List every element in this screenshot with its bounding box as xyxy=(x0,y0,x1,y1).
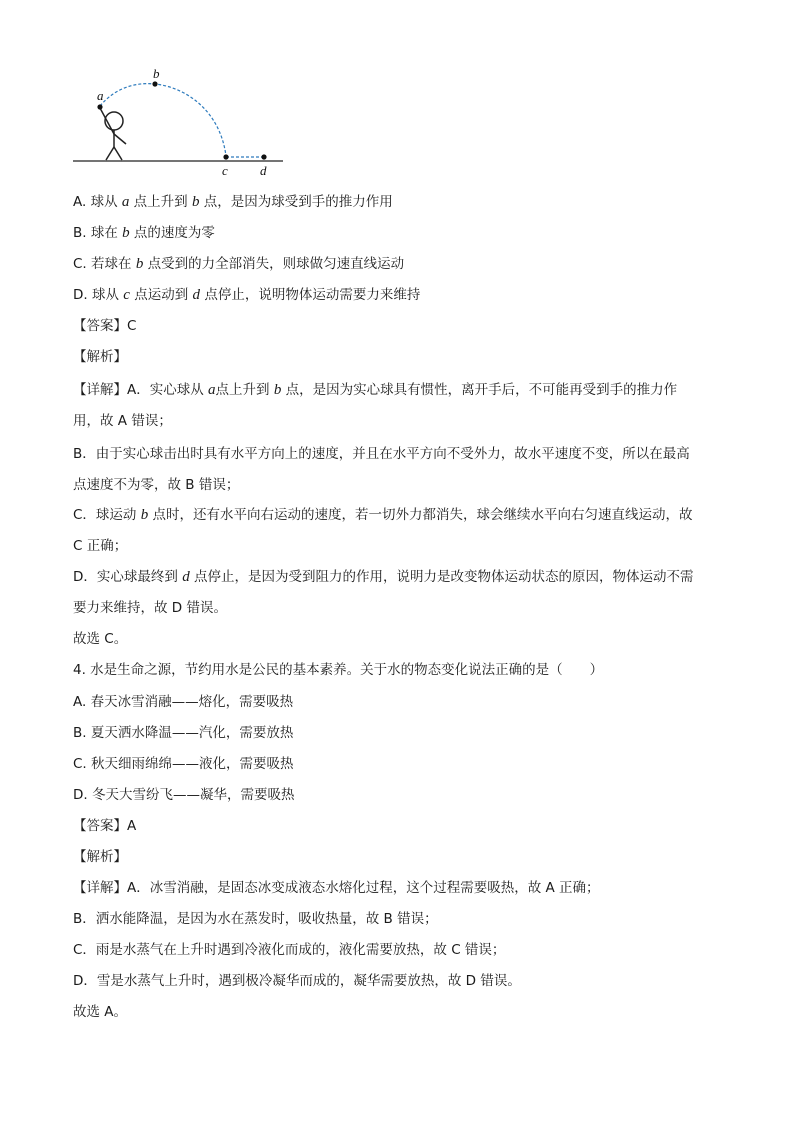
point-variable: d xyxy=(182,569,190,585)
text-segment: 要力来维持，故 D 错误。 xyxy=(73,600,227,616)
text-segment: C. 若球在 xyxy=(73,256,136,272)
q4-detail-line: B．洒水能降温，是因为水在蒸发时，吸收热量，故 B 错误； xyxy=(73,911,438,927)
label-c: c xyxy=(222,163,228,178)
text-segment: 点，是因为实心球具有惯性，离开手后，不可能再受到手的推力作 xyxy=(281,382,678,398)
text-segment: 点运动到 xyxy=(129,287,193,303)
text-segment: 点停止，说明物体运动需要力来维持 xyxy=(200,287,421,303)
ball-trajectory xyxy=(100,84,226,156)
q3-option-d xyxy=(73,285,420,305)
q3-detail-line xyxy=(73,598,227,618)
point-variable: b xyxy=(122,225,130,241)
q3-answer: 【答案】C xyxy=(73,318,137,334)
q3-detail-line xyxy=(73,629,127,649)
q4-stem: 4. 水是生命之源，节约用水是公民的基本素养。关于水的物态变化说法正确的是（ ） xyxy=(73,662,604,678)
q4-option-c: C. 秋天细雨绵绵——液化，需要吸热 xyxy=(73,756,294,772)
text-segment: 点时，还有水平向右运动的速度，若一切外力都消失，球会继续水平向右匀速直线运动，故 xyxy=(148,507,693,523)
text-segment: 点，是因为球受到手的推力作用 xyxy=(199,194,393,210)
point-variable: a xyxy=(121,194,130,210)
text-segment: B．由于实心球击出时具有水平方向上的速度，并且在水平方向不受外力，故水平速度不变，所以在最高 xyxy=(73,446,690,462)
q4-detail-line: C．雨是水蒸气在上升时遇到冷液化而成的，液化需要放热，故 C 错误； xyxy=(73,942,506,958)
text-segment: 故选 C。 xyxy=(73,631,128,647)
q3-detail-line xyxy=(73,380,677,400)
text-segment: B. 球在 xyxy=(73,225,123,241)
point-variable: c xyxy=(123,287,130,303)
label-a: a xyxy=(97,88,104,103)
q4-analysis-heading: 【解析】 xyxy=(73,849,127,865)
text-segment: 点速度不为零，故 B 错误； xyxy=(73,477,240,493)
q4-option-b: B. 夏天洒水降温——汽化，需要放热 xyxy=(73,725,294,741)
q3-detail-line xyxy=(73,475,239,495)
text-segment: C 正确； xyxy=(73,538,128,554)
text-segment: D. 球从 xyxy=(73,287,124,303)
text-segment: 用，故 A 错误； xyxy=(73,413,172,429)
q3-detail-line xyxy=(73,411,172,431)
point-a xyxy=(97,104,102,109)
q3-detail-line xyxy=(73,444,690,464)
point-d xyxy=(261,154,266,159)
q4-option-a: A. 春天冰雪消融——熔化，需要吸热 xyxy=(73,694,294,710)
text-segment: 点的速度为零 xyxy=(129,225,215,241)
q4-detail-line: 故选 A。 xyxy=(73,1004,128,1020)
q3-detail-line xyxy=(73,505,693,525)
q4-answer: 【答案】A xyxy=(73,818,137,834)
point-variable: a xyxy=(208,382,216,398)
point-variable: b xyxy=(191,194,200,210)
q3-option-a xyxy=(73,192,393,212)
q3-detail-line xyxy=(73,567,693,587)
thrower-figure xyxy=(100,108,126,160)
text-segment: D．实心球最终到 xyxy=(73,569,183,585)
q3-analysis-heading: 【解析】 xyxy=(73,349,127,365)
text-segment: A. 球从 xyxy=(73,194,122,210)
projectile-diagram xyxy=(60,60,300,185)
text-segment: 点停止，是因为受到阻力的作用，说明力是改变物体运动状态的原因，物体运动不需 xyxy=(189,569,694,585)
label-d: d xyxy=(260,163,267,178)
text-segment: 点上升到 xyxy=(129,194,192,210)
q3-option-c xyxy=(73,254,404,274)
q3-detail-line xyxy=(73,536,127,556)
point-variable: b xyxy=(140,507,149,523)
point-variable: d xyxy=(192,287,201,303)
q3-option-b xyxy=(73,223,215,243)
q4-detail-line: D．雪是水蒸气上升时，遇到极冷凝华而成的，凝华需要放热，故 D 错误。 xyxy=(73,973,521,989)
text-segment: 【详解】A．实心球从 xyxy=(73,382,209,398)
text-segment: C．球运动 xyxy=(73,507,141,523)
projectile-figure xyxy=(60,60,300,185)
point-b xyxy=(152,81,157,86)
point-variable: b xyxy=(273,382,282,398)
text-segment: 点上升到 xyxy=(215,382,274,398)
point-c xyxy=(223,154,228,159)
label-b: b xyxy=(153,66,160,81)
q4-detail-line: 【详解】A．冰雪消融，是固态冰变成液态水熔化过程，这个过程需要吸热，故 A 正确； xyxy=(73,880,600,896)
point-variable: b xyxy=(135,256,144,272)
text-segment: 点受到的力全部消失，则球做匀速直线运动 xyxy=(143,256,405,272)
q4-option-d: D. 冬天大雪纷飞——凝华，需要吸热 xyxy=(73,787,295,803)
